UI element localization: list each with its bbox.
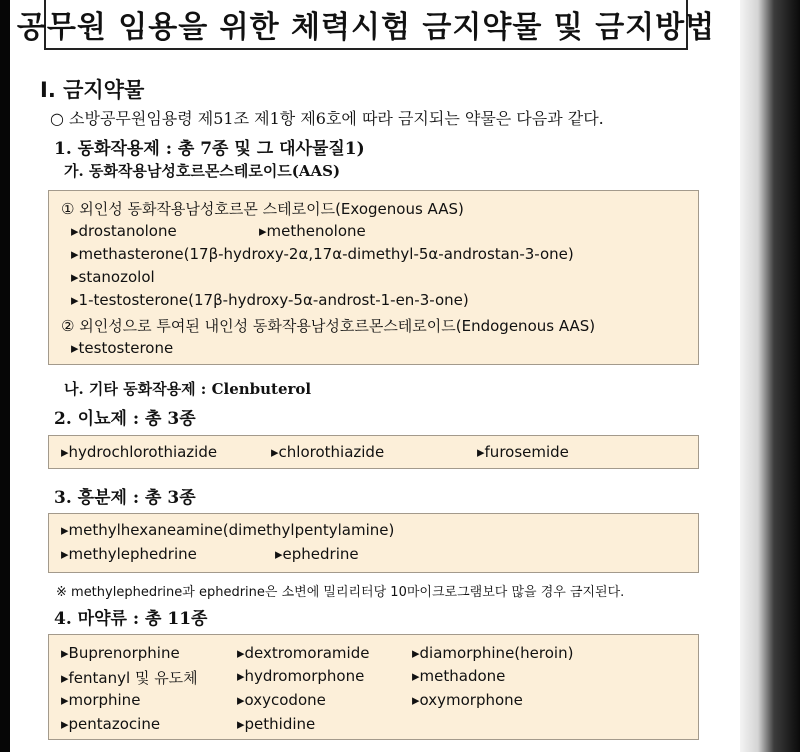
list-item: ▸drostanolone: [71, 222, 177, 240]
subheading-aas: 가. 동화작용남성호르몬스테로이드(AAS): [64, 162, 341, 180]
aas-box: [48, 190, 699, 365]
list-item: ▸ephedrine: [275, 545, 359, 563]
category-heading-narcotics: 4. 마약류 : 총 11종: [54, 609, 208, 629]
list-item: ▸stanozolol: [71, 268, 155, 286]
narcotics-box: [48, 634, 699, 740]
list-item: ▸1-testosterone(17β-hydroxy-5α-androst-1-en-3-one): [71, 291, 469, 309]
category-heading-stimulants: 3. 흥분제 : 총 3종: [54, 488, 196, 508]
category-heading-anabolic: 1. 동화작용제 : 총 7종 및 그 대사물질1): [54, 139, 365, 159]
stimulant-note: ※ methylephedrine과 ephedrine은 소변에 밀리리터당 10마이크로그램보다 많을 경우 금지된다.: [56, 585, 625, 600]
list-item: ▸pentazocine: [61, 715, 161, 733]
category-heading-diuretics: 2. 이뇨제 : 총 3종: [54, 409, 196, 429]
list-item: ▸hydromorphone: [237, 667, 365, 685]
list-item: ▸methadone: [412, 667, 506, 685]
subheading-other-anabolic: 나. 기타 동화작용제 : Clenbuterol: [64, 380, 312, 398]
list-item: ▸hydrochlorothiazide: [61, 443, 218, 461]
list-item: ▸methasterone(17β-hydroxy-2α,17α-dimethyl-5α-androstan-3-one): [71, 245, 574, 263]
list-item: ▸fentanyl 및 유도체: [61, 669, 198, 687]
left-edge-shadow: [0, 0, 10, 752]
list-item: ▸diamorphine(heroin): [412, 644, 574, 662]
list-item: ① 외인성 동화작용남성호르몬 스테로이드(Exogenous AAS): [61, 200, 464, 218]
list-item: ▸pethidine: [237, 715, 316, 733]
list-item: ▸furosemide: [477, 443, 569, 461]
list-item: ▸Buprenorphine: [61, 644, 180, 662]
list-item: ▸morphine: [61, 691, 141, 709]
list-item: ▸oxycodone: [237, 691, 326, 709]
page-title: 공무원 임용을 위한 체력시험 금지약물 및 금지방법: [16, 10, 716, 45]
section-heading: Ⅰ. 금지약물: [40, 78, 145, 102]
list-item: ▸methylhexaneamine(dimethylpentylamine): [61, 521, 395, 539]
list-item: ▸dextromoramide: [237, 644, 370, 662]
list-item: ▸testosterone: [71, 339, 174, 357]
list-item: ▸methylephedrine: [61, 545, 197, 563]
diuretics-box: [48, 435, 699, 469]
list-item: ② 외인성으로 투여된 내인성 동화작용남성호르몬스테로이드(Endogenous AAS): [61, 317, 596, 335]
list-item: ▸oxymorphone: [412, 691, 523, 709]
section-intro: ○ 소방공무원임용령 제51조 제1항 제6호에 따라 금지되는 약물은 다음과 같다.: [50, 109, 604, 128]
list-item: ▸chlorothiazide: [271, 443, 385, 461]
list-item: ▸methenolone: [259, 222, 366, 240]
stimulants-box: [48, 513, 699, 573]
right-edge-shadow: [740, 0, 800, 752]
title-box: [16, 0, 716, 50]
